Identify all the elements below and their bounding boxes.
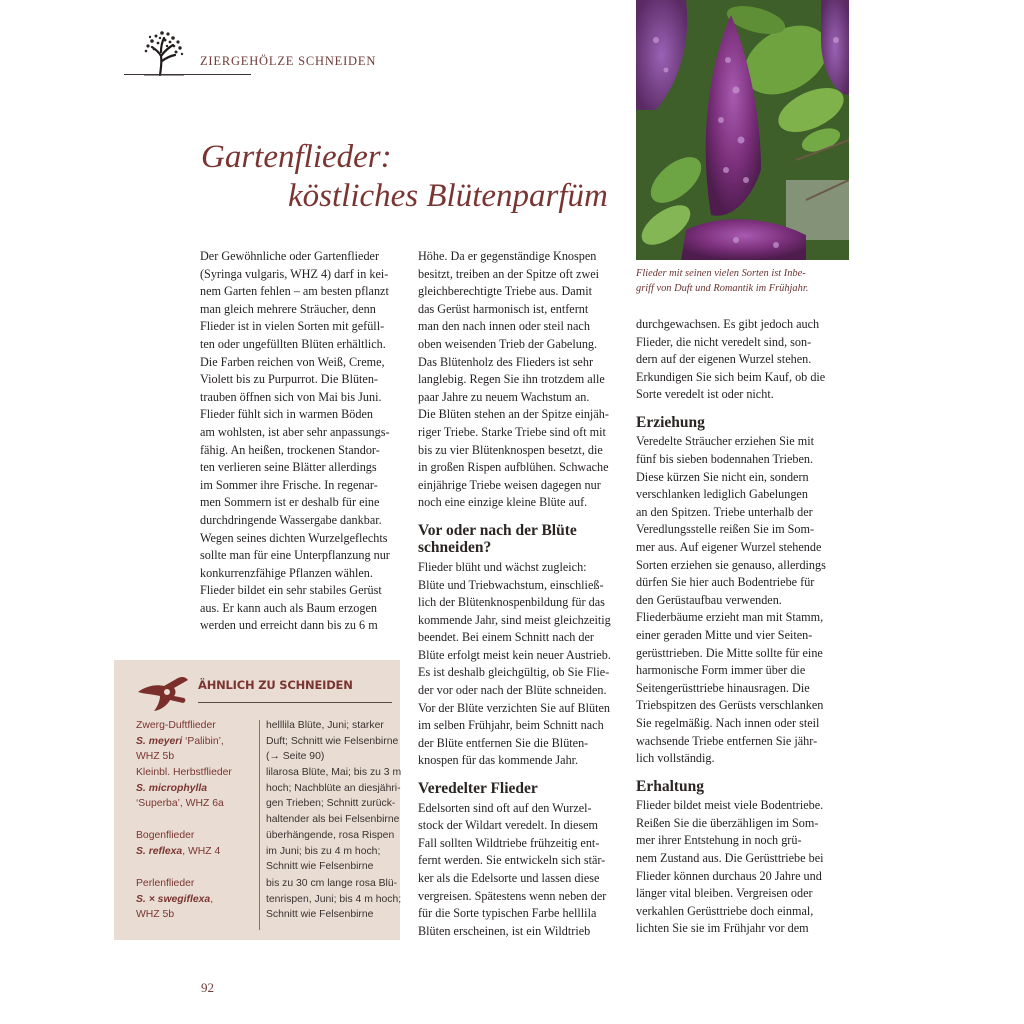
section-heading: Vor oder nach der Blüte [418, 521, 577, 539]
body-line: verschlanken lediglich Gabelungen [636, 487, 808, 502]
body-line: den Gerüstaufbau verwenden. [636, 592, 782, 607]
body-line: wachsende Triebe entfernen Sie jähr- [636, 733, 818, 748]
description-line: überhängende, rosa Rispen [266, 830, 395, 841]
description-line: Schnitt wie Felsenbirne [266, 909, 374, 920]
description-line: haltender als bei Felsenbirne [266, 813, 400, 825]
body-line: Blüte erfolgt meist kein neuer Austrieb. [418, 647, 611, 662]
body-line: nem Garten fehlen – am besten pflanzt [200, 284, 389, 299]
description-line: gen Trieben; Schnitt zurück- [266, 798, 396, 809]
similar-pruning-box [114, 660, 400, 940]
body-line: Triebspitzen des Gerüsts verschlanken [636, 698, 824, 713]
latin-name: S. reflexa [136, 845, 183, 857]
body-line: mer aus. Auf eigener Wurzel stehende [636, 540, 822, 555]
body-line: fähig. An heißen, trockenen Standor- [200, 442, 380, 457]
body-line: men Sommern ist er deshalb für eine [200, 495, 380, 510]
body-line: dern auf der eigenen Wurzel stehen. [636, 352, 812, 367]
body-line: mer ihrer Entstehung in noch grü- [636, 833, 802, 848]
body-line: im selben Frühjahr, beim Schnitt nach [418, 718, 604, 733]
body-line: an den Spitzen. Triebe unterhalb der [636, 504, 813, 519]
common-name: Bogenflieder [136, 830, 195, 841]
column-2 [418, 248, 623, 940]
box-title-rule [198, 702, 392, 703]
body-line: sollte man für eine Unterpflanzung nur [200, 548, 390, 563]
body-line: Fliederbäume erzieht man mit Stamm, [636, 610, 824, 625]
section-title: ZIERGEHÖLZE SCHNEIDEN [200, 54, 377, 68]
page-number: 92 [201, 980, 214, 995]
body-line: durchdringende Wassergabe dankbar. [200, 512, 382, 527]
body-line: paar Jahre zu neuem Wachstum an. [418, 389, 590, 404]
box-column-divider [259, 720, 260, 930]
body-line: Veredlungsstelle reißen Sie im Som- [636, 522, 815, 537]
body-line: Flieder fühlt sich in warmen Böden [200, 407, 373, 422]
body-line: Sorten erziehen sie genauso, allerdings [636, 557, 826, 572]
body-line: der Blüte entfernen Sie die Blüten- [418, 735, 589, 750]
body-line: noch eine einzige kleine Blüte auf. [418, 495, 588, 510]
body-line: Blüten erscheinen, ist ein Wildtrieb [418, 923, 591, 938]
body-line: lich vollständig. [636, 751, 715, 766]
caption-line: griff von Duft und Romantik im Frühjahr. [636, 283, 809, 294]
body-line: Flieder ist in vielen Sorten mit gefüll- [200, 319, 385, 334]
body-line: Der Gewöhnliche oder Gartenflieder [200, 249, 380, 263]
section-heading: Veredelter Flieder [418, 780, 538, 798]
body-line: Es ist deshalb gleichgültig, ob Sie Flie- [418, 665, 610, 680]
body-line: stock der Wildart veredelt. In diesem [418, 818, 599, 833]
common-name: Kleinbl. Herbstflieder [136, 767, 232, 778]
body-line: länger vital bleiben. Vergreisen oder [636, 886, 813, 901]
section-heading: Erziehung [636, 413, 705, 431]
tree-icon [140, 28, 186, 76]
body-line: fünf bis sieben bodennahen Trieben. [636, 452, 814, 467]
body-line: man gleich mehrere Sträucher, denn [200, 301, 376, 316]
body-line: Fall sollten Wildtriebe frühzeitig ent- [418, 835, 600, 850]
body-line: beendet. Bei einem Schnitt nach der [418, 630, 594, 645]
section-heading: schneiden? [418, 539, 492, 557]
latin-name: S. microphylla [136, 782, 208, 794]
body-line: lichten Sie sie im Frühjahr vor dem [636, 921, 809, 936]
column-3 [636, 316, 851, 938]
body-line: gleichberechtigte Triebe aus. Damit [418, 284, 592, 299]
headline-line-2: köstliches Blütenparfüm [288, 178, 608, 214]
body-line: oben weisenden Trieb der Gabelung. [418, 336, 598, 351]
body-line: lich der Blütenknospenbildung für das [418, 595, 605, 610]
body-line: fernt werden. Sie entwickeln sich stär- [418, 853, 606, 868]
body-line: Flieder können durchaus 20 Jahre und [636, 868, 822, 883]
description-line: Duft; Schnitt wie Felsenbirne [266, 735, 399, 747]
header-rule [124, 74, 251, 75]
body-line: Die Blüten stehen an der Spitze einjäh- [418, 407, 609, 422]
body-line: das Gerüst harmonisch ist, entfernt [418, 301, 589, 316]
body-line: Seitengerüsttriebe hinausragen. Die [636, 680, 810, 695]
body-line: Flieder bildet meist viele Bodentriebe. [636, 798, 824, 813]
body-line: Erkundigen Sie sich beim Kauf, ob die [636, 369, 826, 384]
body-line: durchgewachsen. Es gibt jedoch auch [636, 317, 820, 331]
body-line: ten oder ungefüllten Blüten erhältlich. [200, 336, 386, 351]
description-line: (→ Seite 90) [266, 751, 325, 762]
body-line: Sorte veredelt ist oder nicht. [636, 387, 774, 402]
description-line: lilarosa Blüte, Mai; bis zu 3 m [266, 767, 402, 778]
body-line: verkahlen Gerüsttriebe doch einmal, [636, 903, 814, 918]
body-line: einjährige Triebe weisen dagegen nur [418, 477, 601, 492]
body-line: vergreisen. Spätestens wenn neben der [418, 888, 607, 903]
body-line: ten verlieren seine Blätter allerdings [200, 460, 377, 475]
body-line: riger Triebe. Starke Triebe sind oft mit [418, 424, 606, 439]
body-line: in großen Rispen aufblühen. Schwache [418, 460, 609, 475]
caption-line: Flieder mit seinen vielen Sorten ist Inbe- [636, 268, 806, 279]
column-1 [200, 248, 405, 635]
description-line: helllila Blüte, Juni; starker [266, 720, 384, 731]
body-line: Flieder bildet ein sehr stabiles Gerüst [200, 583, 382, 598]
body-line: ker als die Edelsorte und lassen diese [418, 870, 600, 885]
body-line: besitzt, treiben an der Spitze oft zwei [418, 266, 600, 281]
body-line: Reißen Sie die überzähligen im Som- [636, 815, 819, 830]
headline-line-1: Gartenflieder: [201, 139, 392, 175]
body-line: Wegen seines dichten Wurzelgeflechts [200, 530, 388, 545]
description-line: Schnitt wie Felsenbirne [266, 861, 374, 872]
cultivar: WHZ 5b [136, 909, 175, 920]
body-line: Vor der Blüte verzichten Sie auf Blüten [418, 700, 611, 715]
cultivar: , WHZ 4 [182, 845, 221, 857]
body-line: aus. Er kann auch als Baum erzogen [200, 600, 377, 615]
description-line: im Juni; bis zu 4 m hoch; [266, 845, 381, 857]
body-line: gerüsttrieben. Die Mitte sollte für eine [636, 645, 823, 660]
body-line: nem Zustand aus. Die Gerüsttriebe bei [636, 851, 824, 866]
body-line: Sie regelmäßig. Nach innen oder steil [636, 715, 820, 730]
body-line: einer geraden Mitte und vier Seiten- [636, 628, 813, 642]
body-line: Veredelte Sträucher erziehen Sie mit [636, 434, 814, 449]
body-line: Flieder blüht und wächst zugleich: [418, 559, 587, 574]
body-line: langlebig. Regen Sie ihn trotzdem alle [418, 372, 605, 387]
body-line: Flieder, die nicht veredelt sind, son- [636, 334, 812, 349]
body-line: Diese kürzen Sie nicht ein, sondern [636, 469, 809, 484]
common-name: Perlenflieder [136, 878, 195, 889]
body-line: Blüte und Triebwachstum, einschließ- [418, 577, 604, 592]
body-line: kommende Jahr, sind meist gleichzeitig [418, 612, 611, 627]
box-title: ÄHNLICH ZU SCHNEIDEN [198, 678, 353, 692]
body-line: am wohlsten, ist aber sehr anpassungs- [200, 424, 390, 439]
common-name: Zwerg-Duftflieder [136, 720, 216, 731]
body-line: Edelsorten sind oft auf den Wurzel- [418, 800, 592, 815]
body-line: im Sommer ihre Frische. In regenar- [200, 477, 378, 492]
section-heading: Erhaltung [636, 777, 705, 795]
latin-name: S. meyeri [136, 735, 183, 747]
body-line: der vor oder nach der Blüte schneiden. [418, 683, 607, 698]
body-line: Höhe. Da er gegenständige Knospen [418, 249, 597, 263]
body-line: man den nach innen oder steil nach [418, 319, 590, 334]
body-line: dürfen Sie hier auch Bodentriebe für [636, 575, 815, 590]
body-line: für die Sorte typischen Farbe helllila [418, 906, 597, 921]
photo-caption [636, 266, 851, 296]
cultivar: WHZ 5b [136, 751, 175, 762]
description-line: tenrispen, Juni; bis 4 m hoch; [266, 893, 402, 905]
cultivar: , [210, 893, 214, 905]
body-line: Violett bis zu Purpurrot. Die Blüten- [200, 372, 378, 387]
body-line: konkurrenzfähige Pflanzen wählen. [200, 565, 373, 580]
lilac-photo [636, 0, 849, 260]
cultivar: ‘Palibin’, [182, 735, 224, 747]
body-line: trauben öffnen sich von Mai bis Juni. [200, 389, 382, 404]
body-line: knospen für das kommende Jahr. [418, 753, 579, 768]
description-line: bis zu 30 cm lange rosa Blü- [266, 878, 398, 889]
pruning-shears-icon [134, 670, 190, 712]
cultivar: ‘Superba’, WHZ 6a [136, 798, 224, 809]
body-line: bis zu vier Blütenknospen besetzt, die [418, 442, 603, 457]
latin-name: S. × swegiflexa [136, 893, 211, 905]
body-line: Die Farben reichen von Weiß, Creme, [200, 354, 385, 369]
body-line: Das Blütenholz des Flieders ist sehr [418, 354, 593, 369]
lilac-photo-illustration [636, 0, 849, 260]
body-line: werden und erreicht dann bis zu 6 m [200, 618, 378, 633]
body-line: harmonische Form immer über die [636, 663, 806, 678]
body-line: (Syringa vulgaris, WHZ 4) darf in kei- [200, 266, 389, 281]
description-line: hoch; Nachblüte an diesjähri- [266, 782, 401, 794]
